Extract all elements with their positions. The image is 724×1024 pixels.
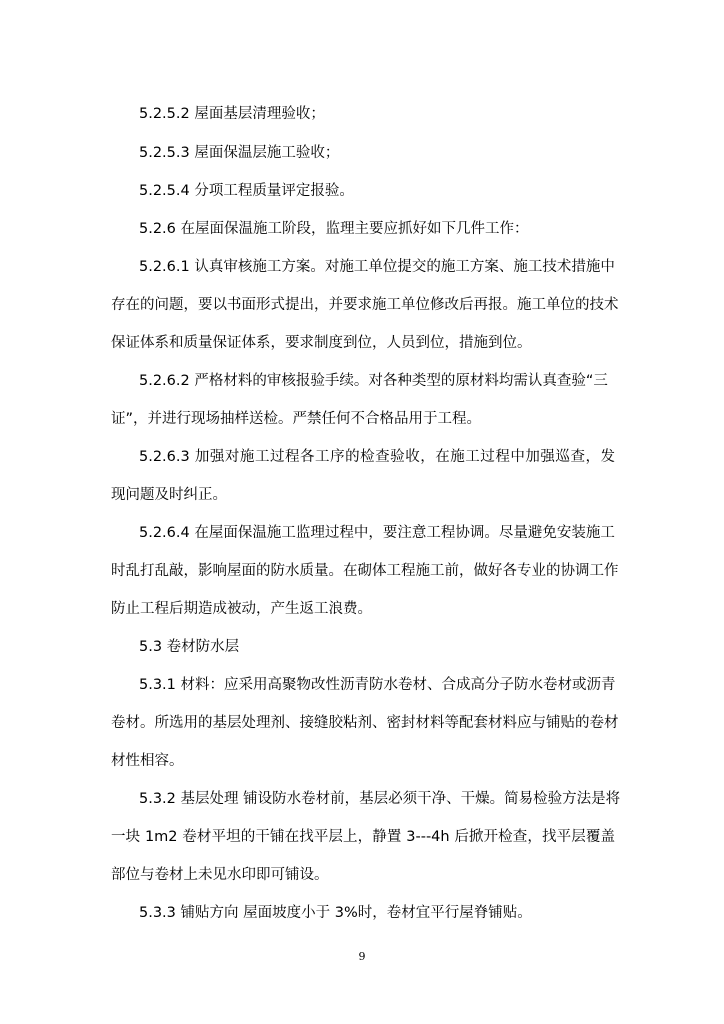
text-line: 5.2.6.3 加强对施工过程各工序的检查验收，在施工过程中加强巡查，发 [139, 449, 615, 465]
text-line: 5.2.6.4 在屋面保温施工监理过程中，要注意工程协调。尽量避免安装施工 [139, 525, 615, 541]
text-line: 保证体系和质量保证体系，要求制度到位，人员到位，措施到位。 [111, 335, 532, 351]
text-line: 证”，并进行现场抽样送检。严禁任何不合格品用于工程。 [111, 411, 482, 427]
text-line: 5.3.3 铺贴方向 屋面坡度小于 3%时，卷材宜平行屋脊铺贴。 [139, 905, 532, 921]
text-line: 部位与卷材上未见水印即可铺设。 [111, 867, 329, 883]
text-line: 一块 1m2 卷材平坦的干铺在找平层上，静置 3---4h 后掀开检查，找平层覆盖 [111, 829, 615, 845]
text-line: 5.2.5.4 分项工程质量评定报验。 [139, 183, 354, 199]
text-line: 时乱打乱敲，影响屋面的防水质量。在砌体工程施工前，做好各专业的协调工作 [111, 563, 619, 579]
text-line: 5.2.5.2 屋面基层清理验收； [139, 106, 325, 122]
text-line: 卷材。所选用的基层处理剂、接缝胶粘剂、密封材料等配套材料应与铺贴的卷材 [111, 715, 619, 731]
text-line: 现问题及时纠正。 [111, 487, 227, 503]
text-line: 材性相容。 [111, 753, 184, 769]
text-line: 5.2.5.3 屋面保温层施工验收； [139, 145, 340, 161]
section-heading: 5.3 卷材防水层 [139, 639, 240, 655]
text-line: 5.2.6 在屋面保温施工阶段，监理主要应抓好如下几件工作： [139, 221, 529, 237]
text-line: 5.2.6.1 认真审核施工方案。对施工单位提交的施工方案、施工技术措施中 [139, 259, 615, 275]
page-number: 9 [358, 950, 366, 963]
text-line: 5.3.1 材料：应采用高聚物改性沥青防水卷材、合成高分子防水卷材或沥青 [139, 677, 616, 693]
text-line: 5.2.6.2 严格材料的审核报验手续。对各种类型的原材料均需认真查验“三 [139, 373, 608, 389]
text-line: 5.3.2 基层处理 铺设防水卷材前，基层必须干净、干燥。简易检验方法是将 [139, 791, 621, 807]
text-line: 防止工程后期造成被动，产生返工浪费。 [111, 601, 372, 617]
text-line: 存在的问题，要以书面形式提出，并要求施工单位修改后再报。施工单位的技术 [111, 297, 619, 313]
